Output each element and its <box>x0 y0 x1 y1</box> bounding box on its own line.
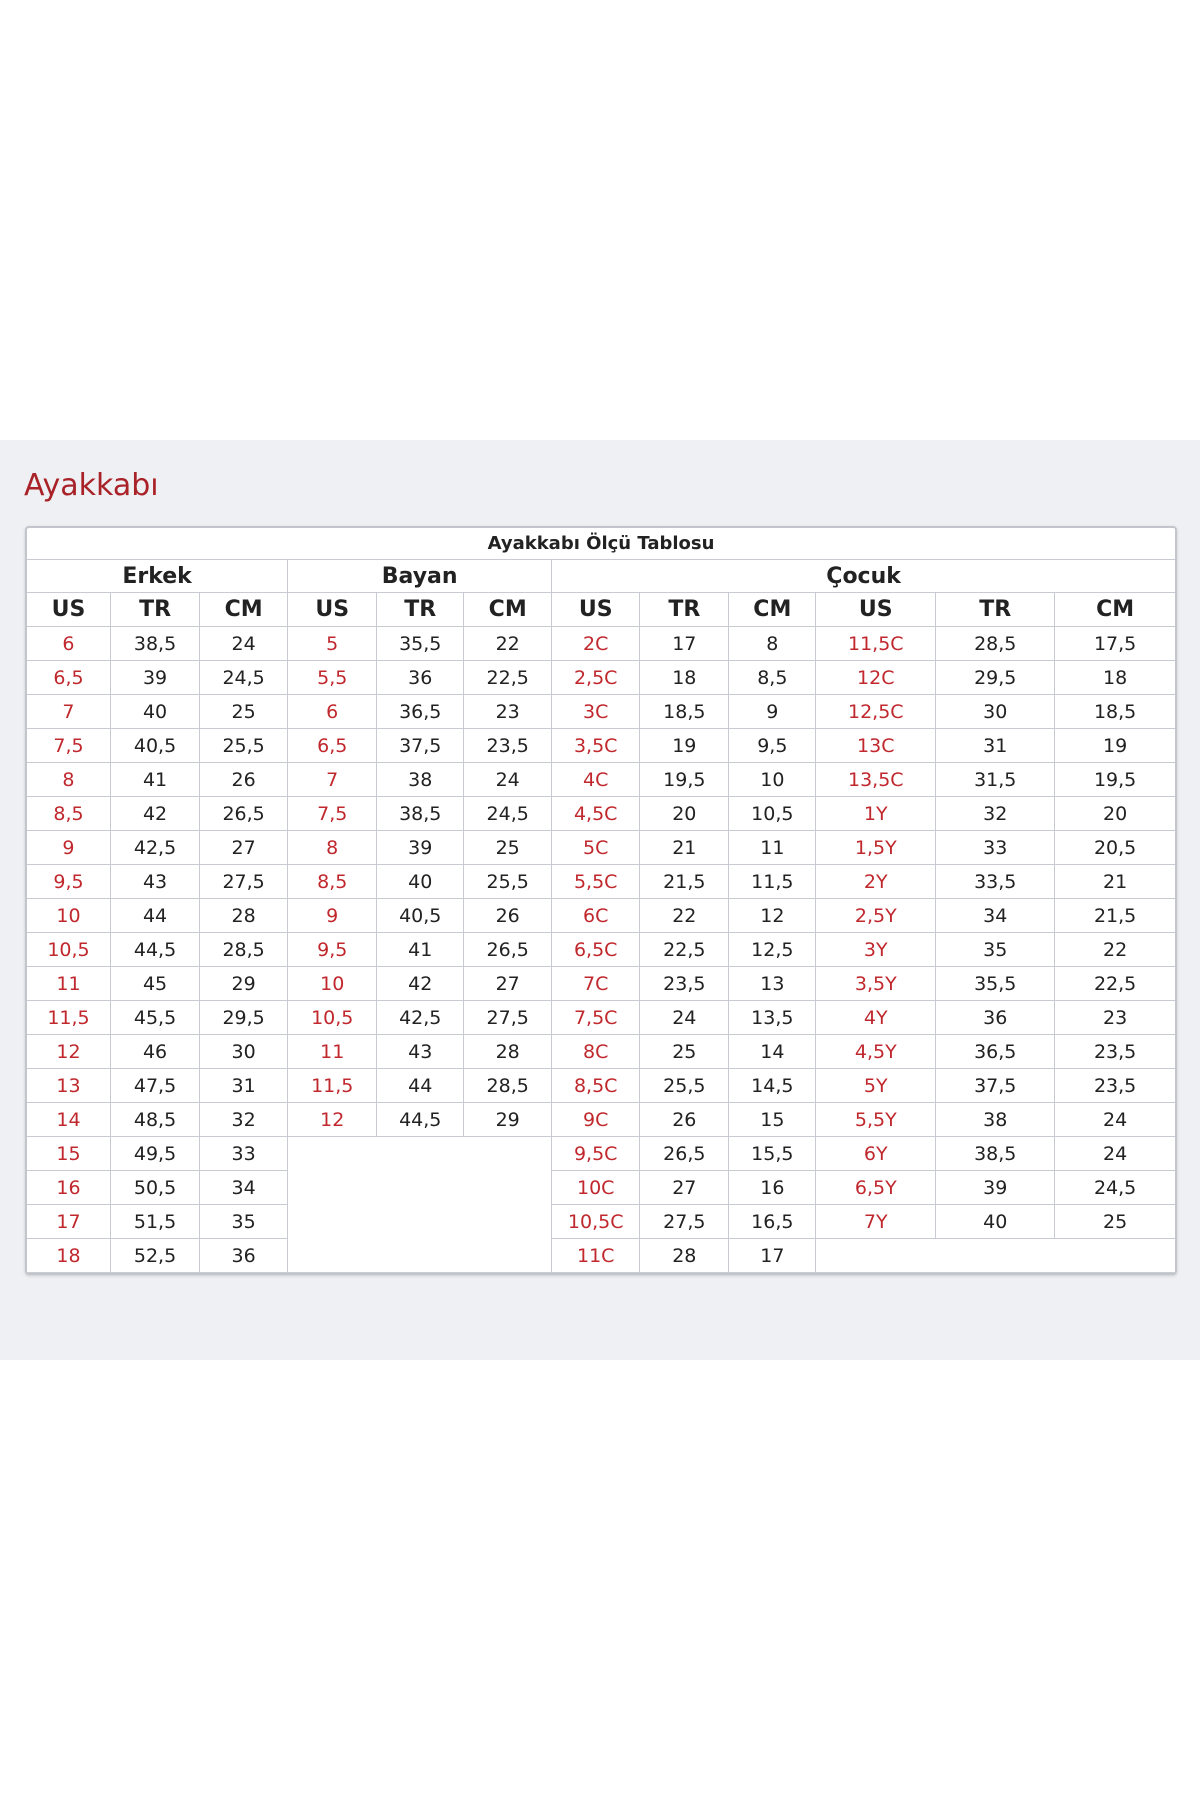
bayan-tr-cell: 35,5 <box>377 627 464 661</box>
cocuk-us-cell: 1Y <box>816 797 936 831</box>
bayan-us-cell: 6,5 <box>288 729 377 763</box>
cocuk-cm-cell: 17,5 <box>1055 627 1175 661</box>
erkek-cm-cell: 32 <box>200 1103 288 1137</box>
bayan-cm-cell: 28,5 <box>464 1069 552 1103</box>
cocuk-us-cell: 7C <box>552 967 640 1001</box>
size-table-body <box>27 627 1175 1273</box>
table-row <box>27 1239 1175 1273</box>
cocuk-us-cell: 11,5C <box>816 627 936 661</box>
bayan-us-cell: 5,5 <box>288 661 377 695</box>
bayan-tr-cell: 42 <box>377 967 464 1001</box>
cocuk-tr-cell: 27,5 <box>640 1205 729 1239</box>
erkek-us-cell: 6,5 <box>27 661 110 695</box>
table-row <box>27 763 1175 797</box>
cocuk-cm-cell: 17 <box>729 1239 816 1273</box>
cocuk-cm-cell: 24,5 <box>1055 1171 1175 1205</box>
cocuk-tr-cell: 24 <box>640 1001 729 1035</box>
table-row <box>27 1205 1175 1239</box>
cocuk-us-cell: 2,5Y <box>816 899 936 933</box>
erkek-tr-cell: 45 <box>110 967 199 1001</box>
erkek-tr-cell: 41 <box>110 763 199 797</box>
column-header-cm: CM <box>200 593 288 627</box>
bayan-tr-cell: 36,5 <box>377 695 464 729</box>
table-row <box>27 967 1175 1001</box>
cocuk-cm-cell: 15,5 <box>729 1137 816 1171</box>
cocuk-us-cell: 3,5C <box>552 729 640 763</box>
cocuk-us-cell: 4C <box>552 763 640 797</box>
table-row <box>27 865 1175 899</box>
erkek-us-cell: 12 <box>27 1035 110 1069</box>
bayan-cm-cell: 27,5 <box>464 1001 552 1035</box>
cocuk-cm-cell: 15 <box>729 1103 816 1137</box>
cocuk-cm-cell: 23,5 <box>1055 1069 1175 1103</box>
table-row <box>27 1069 1175 1103</box>
cocuk-us-cell: 9C <box>552 1103 640 1137</box>
bayan-tr-cell: 37,5 <box>377 729 464 763</box>
group-header-bayan: Bayan <box>288 560 552 593</box>
bayan-tr-cell: 42,5 <box>377 1001 464 1035</box>
erkek-us-cell: 17 <box>27 1205 110 1239</box>
erkek-cm-cell: 27 <box>200 831 288 865</box>
bayan-us-cell: 9,5 <box>288 933 377 967</box>
cocuk-tr-cell: 29,5 <box>936 661 1055 695</box>
cocuk-us-cell: 13C <box>816 729 936 763</box>
size-chart-panel <box>0 440 1200 1360</box>
cocuk-us-cell: 3C <box>552 695 640 729</box>
erkek-tr-cell: 51,5 <box>110 1205 199 1239</box>
cocuk-tr-cell: 31,5 <box>936 763 1055 797</box>
erkek-us-cell: 9 <box>27 831 110 865</box>
cocuk-tr-cell: 25,5 <box>640 1069 729 1103</box>
erkek-cm-cell: 26 <box>200 763 288 797</box>
cocuk-tr-cell: 33 <box>936 831 1055 865</box>
erkek-us-cell: 9,5 <box>27 865 110 899</box>
column-header-tr: TR <box>640 593 729 627</box>
cocuk-tr-cell: 34 <box>936 899 1055 933</box>
erkek-tr-cell: 50,5 <box>110 1171 199 1205</box>
cocuk-cm-cell: 10,5 <box>729 797 816 831</box>
bayan-cm-cell: 28 <box>464 1035 552 1069</box>
bayan-tr-cell: 43 <box>377 1035 464 1069</box>
cocuk-tr-cell: 25 <box>640 1035 729 1069</box>
table-row <box>27 627 1175 661</box>
cocuk-cm-cell: 11,5 <box>729 865 816 899</box>
cocuk-us-cell: 2C <box>552 627 640 661</box>
cocuk-us-cell: 2,5C <box>552 661 640 695</box>
erkek-us-cell: 7,5 <box>27 729 110 763</box>
bayan-cm-cell: 29 <box>464 1103 552 1137</box>
erkek-tr-cell: 42,5 <box>110 831 199 865</box>
cocuk-us-cell: 11C <box>552 1239 640 1273</box>
cocuk-tr-cell: 26,5 <box>640 1137 729 1171</box>
bayan-cm-cell: 27 <box>464 967 552 1001</box>
bayan-tr-cell: 41 <box>377 933 464 967</box>
bayan-us-cell: 10,5 <box>288 1001 377 1035</box>
cocuk-tr-cell: 36,5 <box>936 1035 1055 1069</box>
erkek-cm-cell: 28,5 <box>200 933 288 967</box>
bayan-us-cell: 7 <box>288 763 377 797</box>
cocuk-tr-cell: 19 <box>640 729 729 763</box>
erkek-tr-cell: 40 <box>110 695 199 729</box>
bayan-us-cell: 10 <box>288 967 377 1001</box>
erkek-tr-cell: 48,5 <box>110 1103 199 1137</box>
cocuk-cm-cell: 20,5 <box>1055 831 1175 865</box>
bayan-cm-cell: 23,5 <box>464 729 552 763</box>
cocuk-cm-cell: 16,5 <box>729 1205 816 1239</box>
column-header-tr: TR <box>110 593 199 627</box>
bayan-cm-cell: 22,5 <box>464 661 552 695</box>
erkek-us-cell: 6 <box>27 627 110 661</box>
cocuk-us-cell: 5Y <box>816 1069 936 1103</box>
erkek-tr-cell: 45,5 <box>110 1001 199 1035</box>
cocuk-tr-cell: 33,5 <box>936 865 1055 899</box>
cocuk-us-cell: 3,5Y <box>816 967 936 1001</box>
cocuk-cm-cell: 14 <box>729 1035 816 1069</box>
cocuk-cm-cell: 16 <box>729 1171 816 1205</box>
erkek-us-cell: 7 <box>27 695 110 729</box>
size-table-container <box>25 526 1177 1275</box>
cocuk-us-cell: 6,5C <box>552 933 640 967</box>
erkek-us-cell: 14 <box>27 1103 110 1137</box>
cocuk-cm-cell: 21 <box>1055 865 1175 899</box>
cocuk-tr-cell: 21,5 <box>640 865 729 899</box>
cocuk-tr-cell: 26 <box>640 1103 729 1137</box>
erkek-cm-cell: 35 <box>200 1205 288 1239</box>
cocuk-tr-cell: 36 <box>936 1001 1055 1035</box>
table-row <box>27 1171 1175 1205</box>
erkek-us-cell: 16 <box>27 1171 110 1205</box>
cocuk-us-cell: 8,5C <box>552 1069 640 1103</box>
bayan-cm-cell: 22 <box>464 627 552 661</box>
column-header-us: US <box>288 593 377 627</box>
erkek-tr-cell: 46 <box>110 1035 199 1069</box>
cocuk-us-cell: 5,5Y <box>816 1103 936 1137</box>
cocuk-tr-cell: 37,5 <box>936 1069 1055 1103</box>
cocuk-us-cell: 10,5C <box>552 1205 640 1239</box>
erkek-us-cell: 11 <box>27 967 110 1001</box>
bayan-tr-cell: 40 <box>377 865 464 899</box>
cocuk-tr-cell: 20 <box>640 797 729 831</box>
bayan-tr-cell: 40,5 <box>377 899 464 933</box>
bayan-us-cell: 6 <box>288 695 377 729</box>
erkek-cm-cell: 34 <box>200 1171 288 1205</box>
cocuk-tr-cell: 27 <box>640 1171 729 1205</box>
bayan-us-cell: 11 <box>288 1035 377 1069</box>
cocuk-cm-cell: 24 <box>1055 1103 1175 1137</box>
cocuk-us-cell: 6Y <box>816 1137 936 1171</box>
cocuk-cm-cell: 12,5 <box>729 933 816 967</box>
erkek-cm-cell: 30 <box>200 1035 288 1069</box>
cocuk-cm-cell: 12 <box>729 899 816 933</box>
cocuk-cm-cell: 8 <box>729 627 816 661</box>
erkek-us-cell: 8,5 <box>27 797 110 831</box>
column-header-cm: CM <box>464 593 552 627</box>
table-row <box>27 899 1175 933</box>
cocuk-tr-cell: 18 <box>640 661 729 695</box>
page-title: Ayakkabı <box>24 468 159 503</box>
erkek-cm-cell: 36 <box>200 1239 288 1273</box>
cocuk-us-cell: 3Y <box>816 933 936 967</box>
bayan-tr-cell: 44,5 <box>377 1103 464 1137</box>
erkek-cm-cell: 28 <box>200 899 288 933</box>
cocuk-us-cell: 4Y <box>816 1001 936 1035</box>
cocuk-tr-cell: 22,5 <box>640 933 729 967</box>
cocuk-tr-cell: 28 <box>640 1239 729 1273</box>
cocuk-us-cell: 9,5C <box>552 1137 640 1171</box>
cocuk-cm-cell: 19,5 <box>1055 763 1175 797</box>
erkek-cm-cell: 24 <box>200 627 288 661</box>
group-header-erkek: Erkek <box>27 560 288 593</box>
cocuk-cm-cell: 23,5 <box>1055 1035 1175 1069</box>
erkek-tr-cell: 44 <box>110 899 199 933</box>
cocuk-cm-cell: 19 <box>1055 729 1175 763</box>
bayan-us-cell: 8 <box>288 831 377 865</box>
erkek-cm-cell: 24,5 <box>200 661 288 695</box>
cocuk-cm-cell: 18 <box>1055 661 1175 695</box>
table-row <box>27 797 1175 831</box>
cocuk-us-cell: 12C <box>816 661 936 695</box>
cocuk-tr-cell: 35 <box>936 933 1055 967</box>
bayan-cm-cell: 26 <box>464 899 552 933</box>
cocuk-empty-block <box>816 1239 1175 1273</box>
cocuk-tr-cell: 19,5 <box>640 763 729 797</box>
bayan-cm-cell: 23 <box>464 695 552 729</box>
table-row <box>27 661 1175 695</box>
bayan-tr-cell: 38 <box>377 763 464 797</box>
cocuk-us-cell: 8C <box>552 1035 640 1069</box>
table-row <box>27 1035 1175 1069</box>
erkek-tr-cell: 40,5 <box>110 729 199 763</box>
table-row <box>27 1001 1175 1035</box>
cocuk-tr-cell: 39 <box>936 1171 1055 1205</box>
cocuk-us-cell: 10C <box>552 1171 640 1205</box>
cocuk-tr-cell: 23,5 <box>640 967 729 1001</box>
bayan-us-cell: 9 <box>288 899 377 933</box>
erkek-tr-cell: 38,5 <box>110 627 199 661</box>
size-table <box>27 528 1175 1273</box>
bayan-us-cell: 5 <box>288 627 377 661</box>
table-row <box>27 1137 1175 1171</box>
cocuk-cm-cell: 18,5 <box>1055 695 1175 729</box>
cocuk-tr-cell: 35,5 <box>936 967 1055 1001</box>
column-header-us: US <box>552 593 640 627</box>
cocuk-cm-cell: 13,5 <box>729 1001 816 1035</box>
cocuk-us-cell: 13,5C <box>816 763 936 797</box>
cocuk-us-cell: 7Y <box>816 1205 936 1239</box>
column-header-us: US <box>27 593 110 627</box>
cocuk-us-cell: 5,5C <box>552 865 640 899</box>
erkek-us-cell: 11,5 <box>27 1001 110 1035</box>
erkek-cm-cell: 29 <box>200 967 288 1001</box>
bayan-cm-cell: 25 <box>464 831 552 865</box>
column-header-tr: TR <box>377 593 464 627</box>
cocuk-tr-cell: 21 <box>640 831 729 865</box>
cocuk-cm-cell: 21,5 <box>1055 899 1175 933</box>
cocuk-tr-cell: 40 <box>936 1205 1055 1239</box>
column-header-row <box>27 593 1175 627</box>
bayan-us-cell: 7,5 <box>288 797 377 831</box>
bayan-cm-cell: 24,5 <box>464 797 552 831</box>
group-header-cocuk: Çocuk <box>552 560 1175 593</box>
cocuk-us-cell: 6,5Y <box>816 1171 936 1205</box>
table-caption: Ayakkabı Ölçü Tablosu <box>27 528 1175 560</box>
bayan-tr-cell: 38,5 <box>377 797 464 831</box>
cocuk-us-cell: 6C <box>552 899 640 933</box>
erkek-cm-cell: 31 <box>200 1069 288 1103</box>
erkek-tr-cell: 39 <box>110 661 199 695</box>
erkek-cm-cell: 29,5 <box>200 1001 288 1035</box>
bayan-us-cell: 8,5 <box>288 865 377 899</box>
cocuk-cm-cell: 10 <box>729 763 816 797</box>
cocuk-tr-cell: 32 <box>936 797 1055 831</box>
cocuk-cm-cell: 22,5 <box>1055 967 1175 1001</box>
cocuk-us-cell: 12,5C <box>816 695 936 729</box>
cocuk-tr-cell: 30 <box>936 695 1055 729</box>
erkek-us-cell: 10,5 <box>27 933 110 967</box>
cocuk-cm-cell: 23 <box>1055 1001 1175 1035</box>
erkek-cm-cell: 27,5 <box>200 865 288 899</box>
erkek-tr-cell: 44,5 <box>110 933 199 967</box>
cocuk-cm-cell: 25 <box>1055 1205 1175 1239</box>
cocuk-us-cell: 7,5C <box>552 1001 640 1035</box>
cocuk-tr-cell: 38,5 <box>936 1137 1055 1171</box>
erkek-us-cell: 8 <box>27 763 110 797</box>
cocuk-cm-cell: 24 <box>1055 1137 1175 1171</box>
cocuk-us-cell: 1,5Y <box>816 831 936 865</box>
column-header-tr: TR <box>936 593 1055 627</box>
erkek-cm-cell: 25 <box>200 695 288 729</box>
cocuk-tr-cell: 28,5 <box>936 627 1055 661</box>
erkek-cm-cell: 26,5 <box>200 797 288 831</box>
bayan-cm-cell: 25,5 <box>464 865 552 899</box>
cocuk-us-cell: 4,5C <box>552 797 640 831</box>
cocuk-tr-cell: 38 <box>936 1103 1055 1137</box>
erkek-tr-cell: 42 <box>110 797 199 831</box>
erkek-us-cell: 15 <box>27 1137 110 1171</box>
erkek-tr-cell: 49,5 <box>110 1137 199 1171</box>
bayan-tr-cell: 39 <box>377 831 464 865</box>
erkek-tr-cell: 52,5 <box>110 1239 199 1273</box>
bayan-cm-cell: 24 <box>464 763 552 797</box>
erkek-cm-cell: 25,5 <box>200 729 288 763</box>
erkek-cm-cell: 33 <box>200 1137 288 1171</box>
bayan-us-cell: 11,5 <box>288 1069 377 1103</box>
erkek-tr-cell: 47,5 <box>110 1069 199 1103</box>
erkek-us-cell: 18 <box>27 1239 110 1273</box>
bayan-us-cell: 12 <box>288 1103 377 1137</box>
cocuk-cm-cell: 9,5 <box>729 729 816 763</box>
cocuk-tr-cell: 22 <box>640 899 729 933</box>
erkek-us-cell: 10 <box>27 899 110 933</box>
cocuk-cm-cell: 20 <box>1055 797 1175 831</box>
table-row <box>27 831 1175 865</box>
table-row <box>27 933 1175 967</box>
cocuk-tr-cell: 18,5 <box>640 695 729 729</box>
cocuk-cm-cell: 9 <box>729 695 816 729</box>
bayan-empty-block <box>288 1137 552 1273</box>
bayan-tr-cell: 36 <box>377 661 464 695</box>
cocuk-us-cell: 5C <box>552 831 640 865</box>
cocuk-us-cell: 2Y <box>816 865 936 899</box>
bayan-tr-cell: 44 <box>377 1069 464 1103</box>
column-header-cm: CM <box>729 593 816 627</box>
table-row <box>27 729 1175 763</box>
erkek-tr-cell: 43 <box>110 865 199 899</box>
column-header-cm: CM <box>1055 593 1175 627</box>
cocuk-cm-cell: 8,5 <box>729 661 816 695</box>
cocuk-tr-cell: 31 <box>936 729 1055 763</box>
table-row <box>27 1103 1175 1137</box>
column-header-us: US <box>816 593 936 627</box>
bayan-cm-cell: 26,5 <box>464 933 552 967</box>
erkek-us-cell: 13 <box>27 1069 110 1103</box>
cocuk-cm-cell: 13 <box>729 967 816 1001</box>
cocuk-cm-cell: 11 <box>729 831 816 865</box>
cocuk-cm-cell: 14,5 <box>729 1069 816 1103</box>
cocuk-tr-cell: 17 <box>640 627 729 661</box>
cocuk-us-cell: 4,5Y <box>816 1035 936 1069</box>
cocuk-cm-cell: 22 <box>1055 933 1175 967</box>
table-row <box>27 695 1175 729</box>
